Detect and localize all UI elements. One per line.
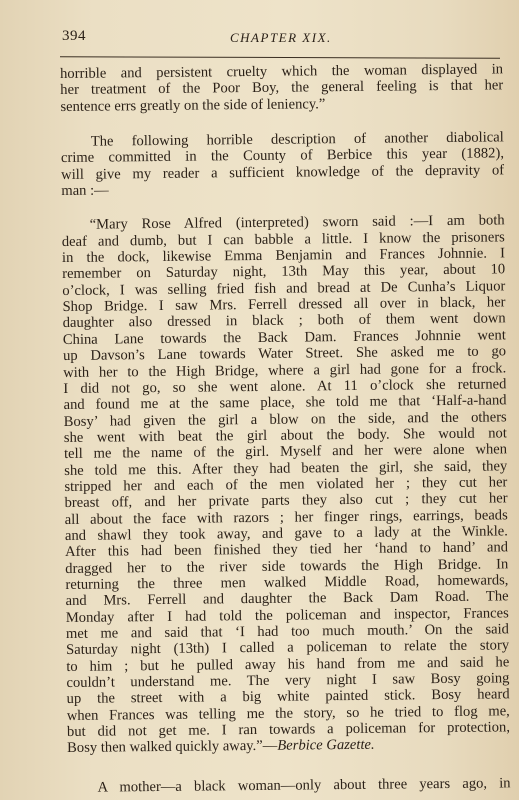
text-line: will give my reader a sufficient knowledge of the depravity of: [61, 162, 505, 183]
body-text: [60, 61, 511, 796]
page-header: [62, 28, 502, 50]
text-line: stripped her and each of the men violated her ; they cut her: [64, 474, 508, 495]
text-line: met me and said that ‘I had too much mouth.’ On the said: [65, 621, 510, 642]
paragraph-testimony: [62, 213, 511, 757]
paragraph-intro: [61, 129, 505, 199]
text-line: and Mrs. Ferrell and daughter the Back Dam Road. The: [65, 588, 509, 610]
text-line: Monday after I had told the policeman and inspector, Frances: [65, 604, 509, 626]
text-line: breast off, and her private parts they also cut ; they cut her: [64, 490, 508, 512]
text-line: man :—: [61, 182, 109, 200]
text-line: to him ; but he pulled away his hand from me and said he: [66, 654, 510, 675]
text-line: I did not go, so she went alone. At 11 o’clock she returned: [63, 376, 507, 397]
text-line: remember on Saturday night, 13th May this year, about 10: [62, 261, 506, 283]
text-line: sentence errs greatly on the side of leniency.”: [60, 95, 326, 115]
page-number: 394: [62, 28, 86, 44]
text-line: she went with beat the girl about the body. She would not: [63, 425, 507, 446]
text-line: o’clock, I was selling fried fish and bread at De Cunha’s Liquor: [62, 278, 506, 299]
text-line: “Mary Rose Alfred (interpreted) sworn said :—I am both: [89, 212, 505, 234]
text-line: and shawl they took away, and gave to a lady at the Winkle.: [64, 523, 508, 544]
paragraph-continuation: [60, 61, 503, 115]
text-line: The following horrible description of another diabolical: [90, 129, 504, 150]
text-line: her treatment of the Poor Boy, the general feeling is that her: [60, 77, 504, 99]
text-line: tell me the name of the girl. Myself and her were alone when: [63, 441, 508, 463]
text-line: in the dock, likewise Emma Benjamin and Frances Johnnie. I: [61, 245, 506, 267]
text-line: Saturday night (13th) I called a policeman to relate the story: [66, 637, 510, 659]
text-line: couldn’t understand me. The very night I saw Bosy going: [66, 670, 510, 691]
text-line: and found me at the same place, she told me that ‘Half-a-hand: [63, 392, 507, 414]
text-line: daughter also dressed in black ; both of them went down: [62, 310, 506, 332]
text-line: up Davson’s Lane towards Water Street. She asked me to go: [62, 343, 507, 365]
paragraph-next: [67, 775, 510, 796]
header-rule: [60, 56, 500, 59]
text-line: A mother—a black woman—only about three years ago, in: [97, 775, 511, 796]
text-line: dragged her to the river side towards the High Bridge. In: [65, 555, 509, 577]
text-line: she told me this. After they had beaten the girl, she said, they: [64, 457, 508, 479]
text-line: China Lane towards the Back Dam. Frances Johnnie went: [62, 327, 506, 348]
text-line: with her to the High Bridge, where a girl had gone for a frock.: [63, 359, 507, 381]
text-line: Shop Bridge. I saw Mrs. Ferrell dressed all over in black, her: [62, 294, 506, 316]
source-citation: Berbice Gazette.: [277, 737, 375, 755]
text-line: when Frances was telling me the story, so he tried to flog me,: [66, 703, 510, 724]
text-line: After this had been finished they tied her ‘hand to hand’ and: [65, 539, 509, 561]
text-line: all about the face with razors ; her finger rings, earrings, beads: [64, 506, 508, 528]
text-line: crime committed in the County of Berbice this year (1882),: [60, 145, 505, 167]
text-line: horrible and persistent cruelty which the woman displayed in: [60, 61, 504, 82]
text-line: up the street with a big white painted stick. Bosy heard: [66, 686, 510, 708]
text-line: Bosy’ had given the girl a blow on the side, and the others: [63, 408, 507, 430]
quote-closing-text: Bosy then walked quickly away.”—: [67, 738, 278, 757]
text-line: returning the three men walked Middle Road, homewards,: [65, 572, 509, 593]
text-line: but did not get me. I ran towards a policeman for protection,: [66, 719, 511, 741]
running-head: CHAPTER XIX.: [230, 30, 332, 45]
text-line: deaf and dumb, but I can babble a little. I know the prisoners: [61, 229, 505, 250]
